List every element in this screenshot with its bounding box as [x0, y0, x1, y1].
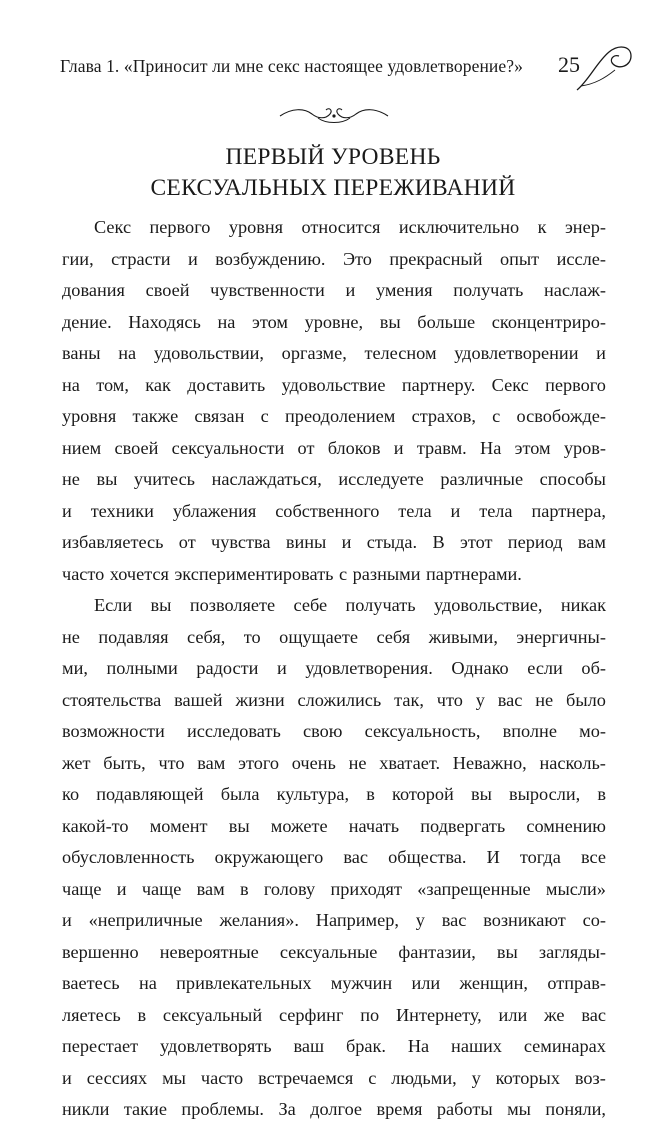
text-line: вершенно невероятные сексуальные фантазии, вы загляды-	[62, 941, 606, 962]
text-line: не вы учитесь наслаждаться, исследуете различные способы	[62, 469, 606, 489]
text-line: какой-то момент вы можете начать подвергать сомнению	[62, 815, 606, 836]
flourish-icon	[575, 40, 635, 92]
text-line: ми, полными радости и удовлетворения. Однако если об-	[62, 658, 606, 678]
text-line: гии, страсти и возбуждению. Это прекрасный опыт иссле-	[62, 248, 606, 269]
text-line: ко подавляющей была культура, в которой вы выросли, в	[62, 784, 606, 804]
page-number: 25	[558, 52, 580, 77]
running-header: Глава 1. «Приносит ли мне секс настоящее удовлетворение?»	[60, 56, 523, 76]
text-line: никли такие проблемы. За долгое время работы мы поняли,	[62, 1099, 606, 1119]
text-line: обусловленность окружающего вас общества. И тогда все	[62, 847, 606, 867]
text-line: дение. Находясь на этом уровне, вы больше сконцентриро-	[62, 311, 606, 332]
text-line: перестает удовлетворять ваш брак. На наших семинарах	[62, 1036, 606, 1056]
text-line: нием своей сексуальности от блоков и травм. На этом уров-	[62, 437, 606, 458]
text-line: и сессиях мы часто встречаемся с людьми, у которых воз-	[62, 1067, 606, 1088]
text-line: дования своей чувственности и умения получать наслаж-	[62, 280, 606, 300]
section-title	[60, 142, 606, 204]
section-title-line: ПЕРВЫЙ УРОВЕНЬ	[225, 144, 441, 170]
ornament-divider-icon	[278, 104, 390, 126]
text-line: часто хочется экспериментировать с разными партнерами.	[62, 563, 522, 584]
body-text	[62, 212, 606, 1126]
text-line: не подавляя себя, то ощущаете себя живыми, энергичны-	[62, 626, 606, 647]
text-line: стоятельства вашей жизни сложились так, что у вас не было	[62, 689, 606, 710]
text-line: ляетесь в сексуальный серфинг по Интернету, или же вас	[62, 1004, 606, 1025]
text-line: возможности исследовать свою сексуальность, вполне мо-	[62, 721, 606, 741]
text-line: на том, как доставить удовольствие партнеру. Секс первого	[62, 374, 606, 395]
text-line: и «неприличные желания». Например, у вас возникают со-	[62, 910, 606, 930]
text-line: Если вы позволяете себе получать удовольствие, никак	[94, 595, 606, 615]
text-line: ваны на удовольствии, оргазме, телесном удовлетворении и	[62, 343, 606, 363]
section-title-line: СЕКСУАЛЬНЫХ ПЕРЕЖИВАНИЙ	[150, 175, 516, 201]
text-line: жет быть, что вам этого очень не хватает. Неважно, насколь-	[62, 752, 606, 773]
text-line: чаще и чаще вам в голову приходят «запрещенные мысли»	[62, 878, 606, 899]
text-line: Секс первого уровня относится исключительно к энер-	[94, 217, 606, 237]
text-line: избавляетесь от чувства вины и стыда. В этот период вам	[62, 532, 606, 552]
text-line: ваетесь на привлекательных мужчин или женщин, отправ-	[62, 973, 606, 993]
text-line: и техники ублажения собственного тела и тела партнера,	[62, 500, 606, 521]
text-line: уровня также связан с преодолением страхов, с освобожде-	[62, 406, 606, 426]
